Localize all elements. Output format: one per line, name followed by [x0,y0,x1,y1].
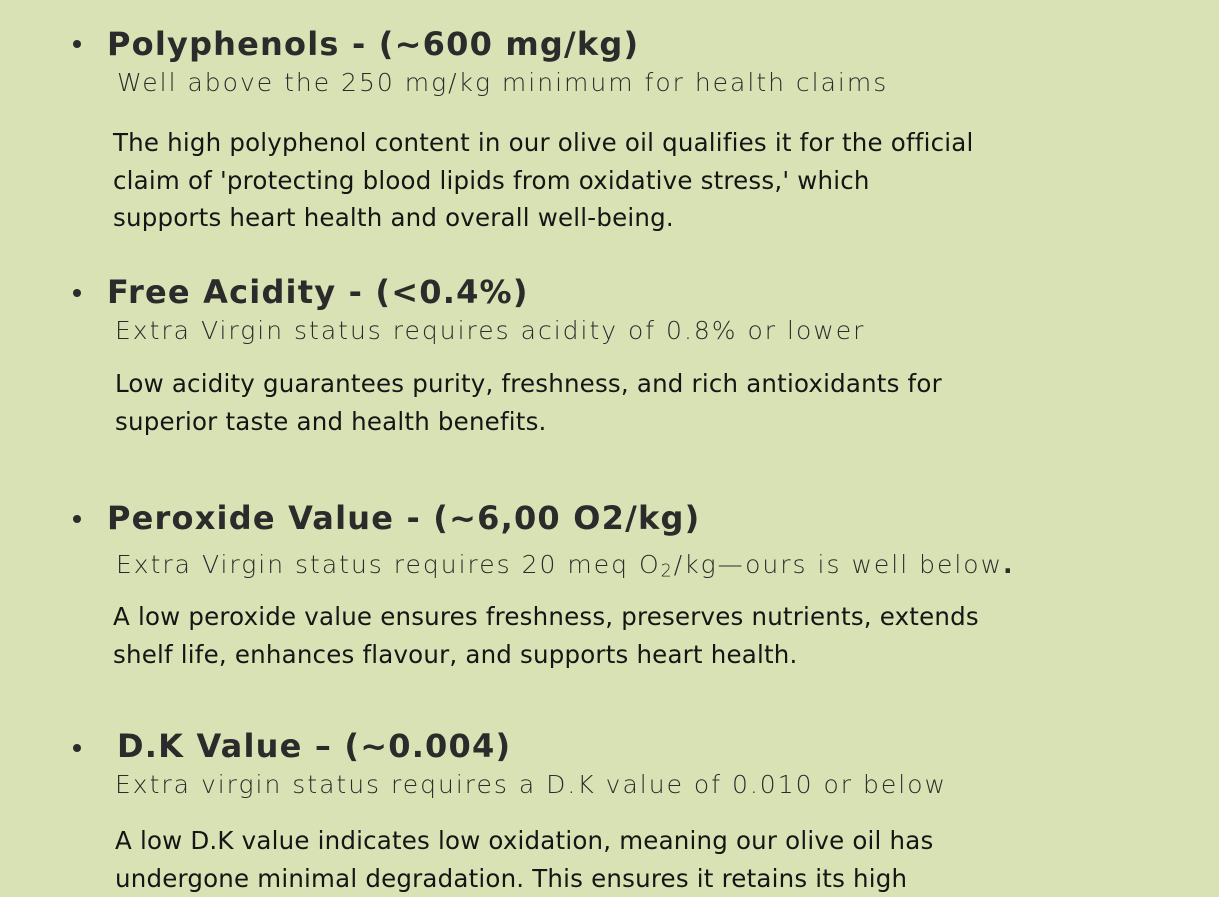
body-line: undergone minimal degradation. This ensures it retains its high [115,860,933,897]
body-line: A low D.K value indicates low oxidation, meaning our olive oil has [115,822,933,860]
bullet-icon [73,515,81,523]
body-line: A low peroxide value ensures freshness, preserves nutrients, extends [113,598,979,636]
section-subtitle: Extra Virgin status requires acidity of 0.8% or lower [115,318,865,343]
section-body [115,822,933,897]
body-line: supports heart health and overall well-being. [113,199,974,237]
subscript-text: 2 [661,562,674,582]
section-body [113,124,974,237]
section-body [113,598,979,673]
section-subtitle [116,552,1015,581]
section-heading: Polyphenols - (~600 mg/kg) [107,28,639,60]
subtitle-period: . [1003,550,1015,579]
body-line: claim of 'protecting blood lipids from oxidative stress,' which [113,162,974,200]
section-subtitle: Extra virgin status requires a D.K value of 0.010 or below [115,772,947,797]
body-line: superior taste and health benefits. [115,403,942,441]
body-line: Low acidity guarantees purity, freshness, and rich antioxidants for [115,365,942,403]
subtitle-text: /kg—ours is well below [674,550,1003,579]
section-subtitle: Well above the 250 mg/kg minimum for health claims [117,70,888,95]
section-heading: D.K Value – (~0.004) [117,730,511,762]
bullet-icon [73,289,81,297]
body-line: The high polyphenol content in our olive oil qualifies it for the official [113,124,974,162]
body-line: shelf life, enhances flavour, and supports heart health. [113,636,979,674]
section-heading: Free Acidity - (<0.4%) [107,276,529,308]
bullet-icon [73,744,81,752]
section-heading: Peroxide Value - (~6,00 O2/kg) [107,502,700,534]
section-body [115,365,942,440]
bullet-icon [73,40,81,48]
subtitle-text: Extra Virgin status requires 20 meq O [116,550,661,579]
